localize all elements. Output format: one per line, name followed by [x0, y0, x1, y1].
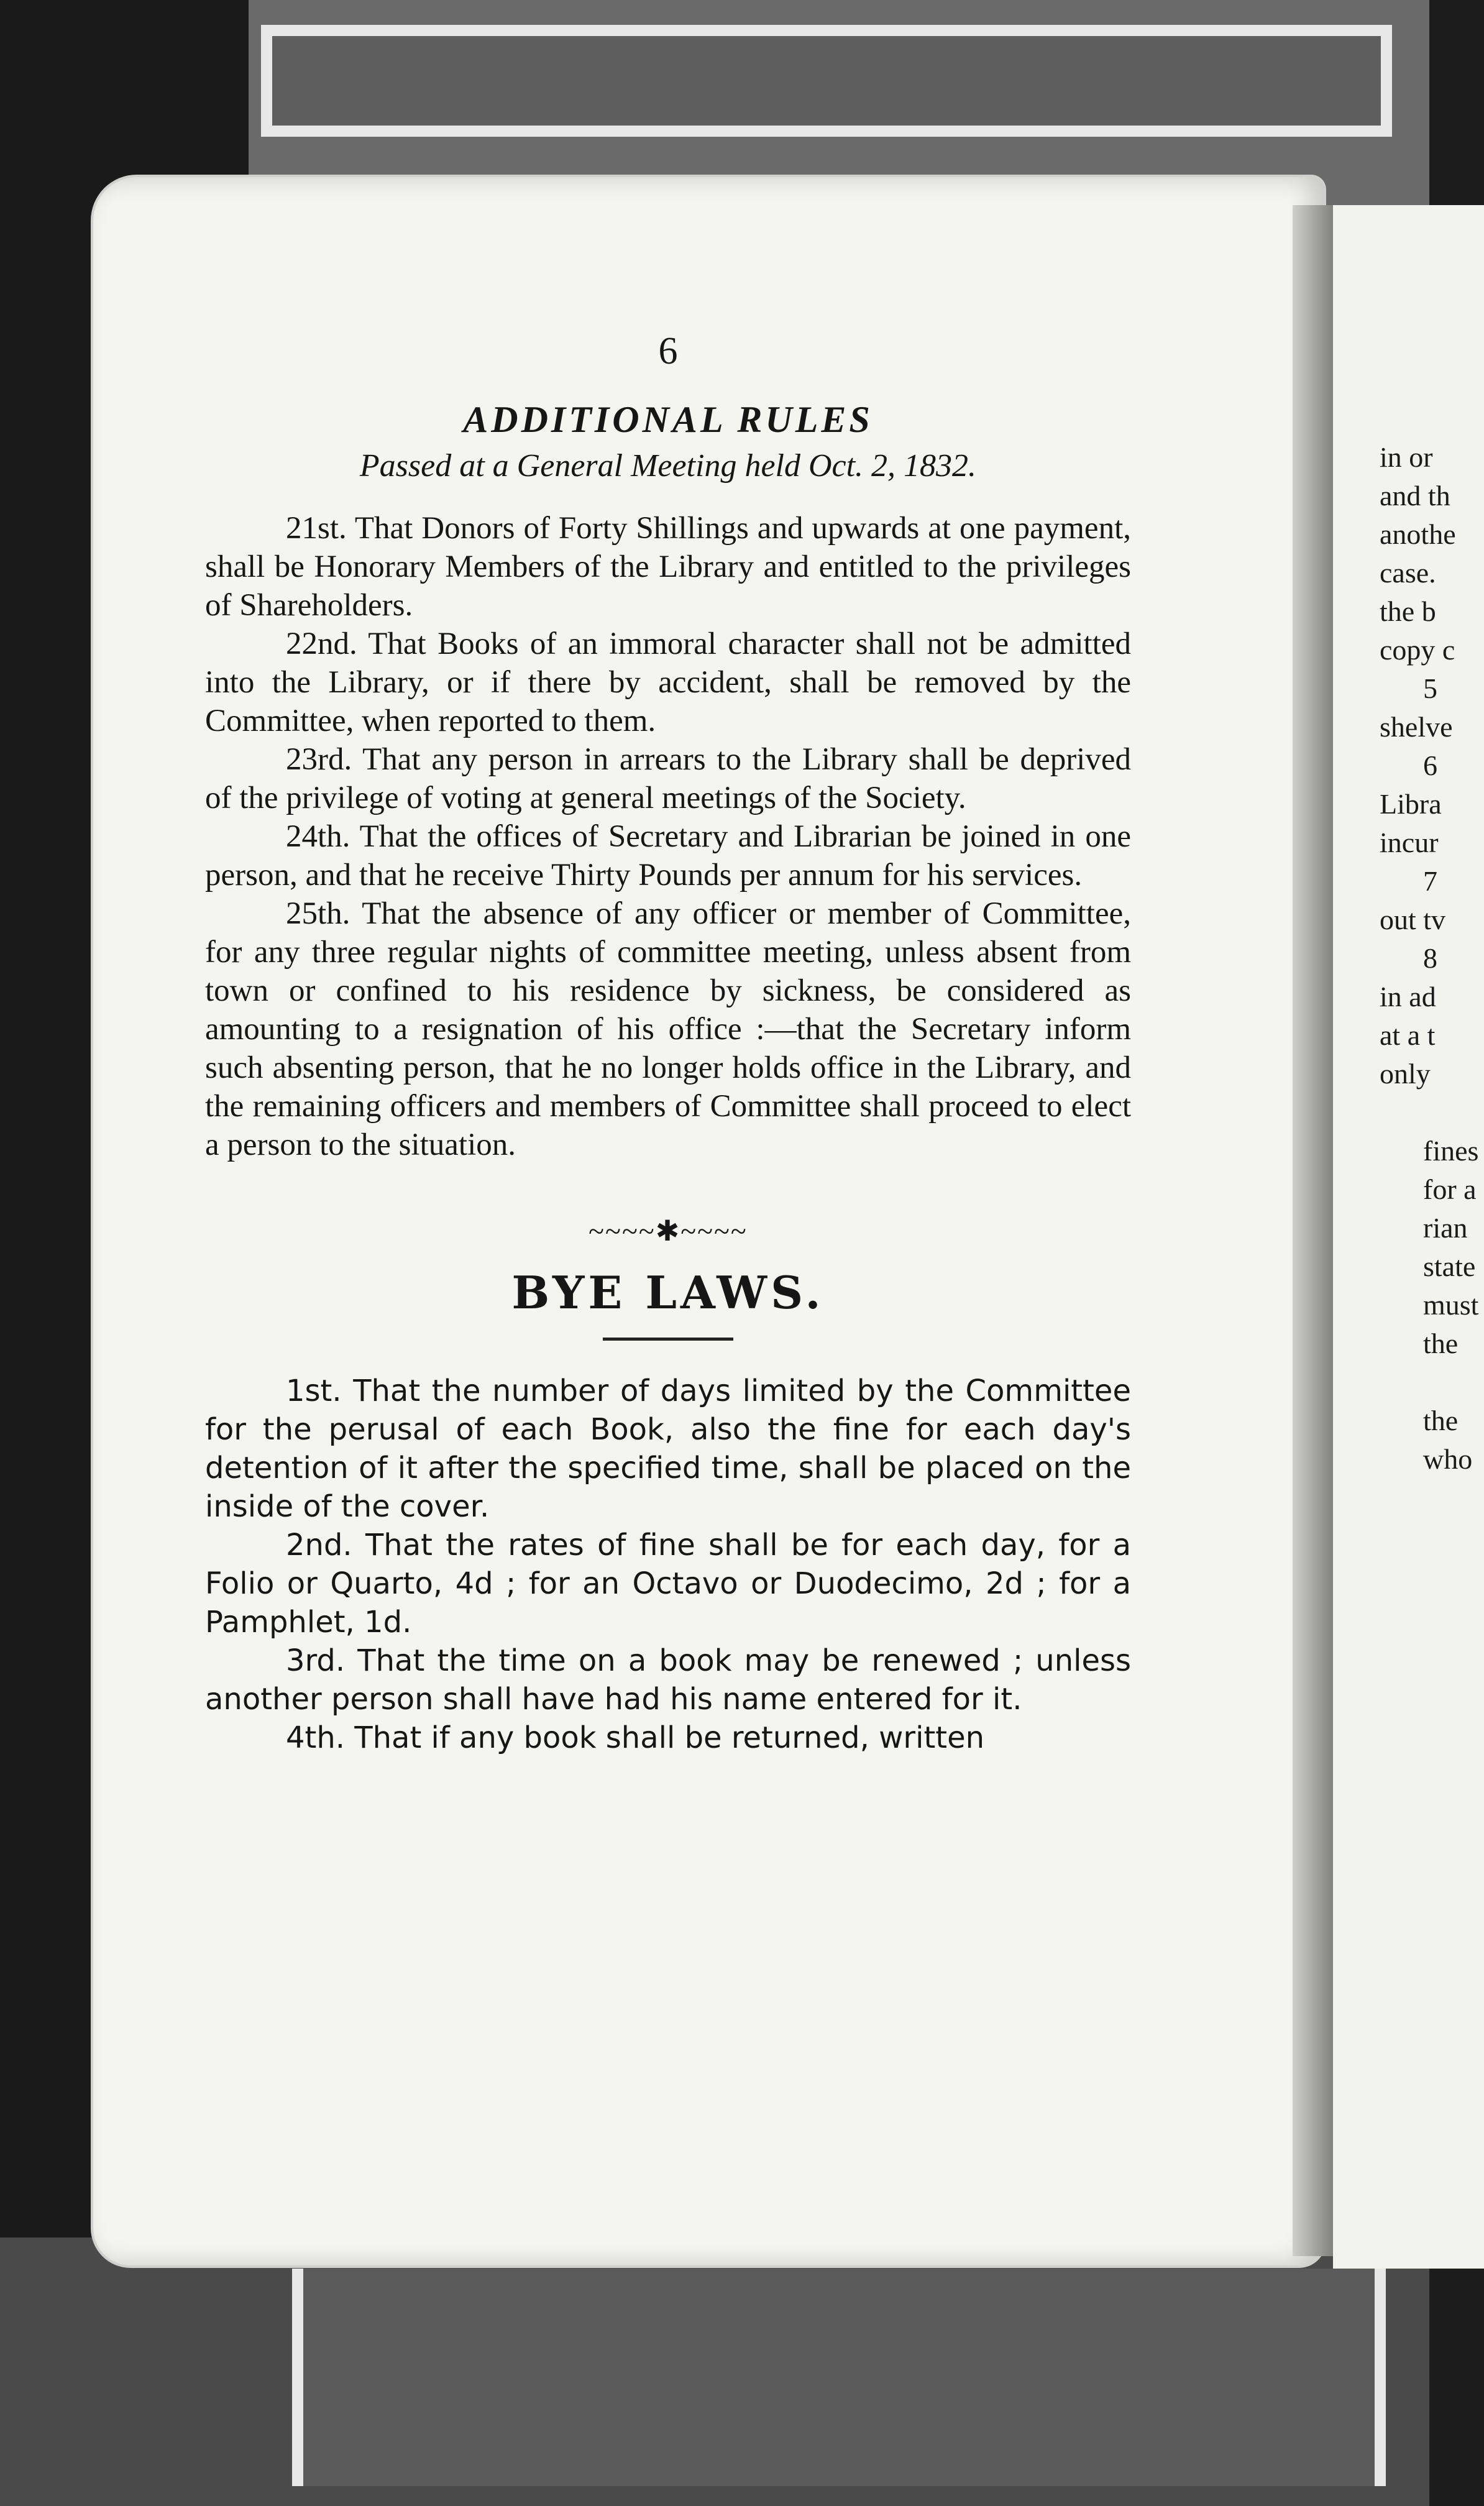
right-page-line — [1380, 1093, 1484, 1132]
rule-paragraph — [205, 894, 1131, 1164]
rule-paragraph — [205, 817, 1131, 894]
right-page-line: in ad — [1380, 981, 1436, 1012]
page-number: 6 — [658, 330, 678, 372]
title-underline — [603, 1338, 733, 1341]
bye-law-text: That the rates of fine shall be for each day, for a Folio or Quarto, 4d ; for an Octavo or Duodecimo, 2d ; for a Pamphlet, 1d. — [205, 1528, 1131, 1640]
rule-text: That the offices of Secretary and Librarian be joined in one person, and that he receive Thirty Pounds per annum for his services. — [205, 819, 1131, 893]
rule-paragraph — [205, 740, 1131, 817]
right-page-line: rian — [1423, 1212, 1468, 1244]
rule-label: 22nd. — [286, 626, 357, 661]
bye-law-label: 1st. — [286, 1374, 342, 1408]
right-page-line: copy c — [1380, 634, 1455, 666]
right-page-line: case. — [1380, 557, 1436, 589]
right-page-line: out tv — [1380, 904, 1446, 935]
left-page-content — [205, 329, 1131, 1757]
right-page-line: fines — [1423, 1135, 1479, 1167]
rule-label: 25th. — [286, 896, 350, 931]
right-page-line: who — [1423, 1443, 1473, 1475]
rule-text: That Donors of Forty Shillings and upwards at one payment, shall be Honorary Members of the Library and entitled to the privileges of Shareholders. — [205, 511, 1131, 623]
bye-law-label: 3rd. — [286, 1643, 346, 1678]
page-heading: ADDITIONAL RULES — [463, 399, 873, 440]
right-page-line: only — [1380, 1058, 1431, 1090]
right-page-line: incur — [1380, 827, 1439, 858]
bye-law-paragraph — [205, 1719, 1131, 1757]
right-page-line: must — [1423, 1289, 1479, 1321]
rule-label: 23rd. — [286, 742, 352, 777]
rule-text: That Books of an immoral character shall not be admitted into the Library, or if there by accident, shall be removed by the Committee, when reported to them. — [205, 626, 1131, 738]
bye-law-text: That the number of days limited by the Committee for the perusal of each Book, also the fine for each day's detention of it after the specified time, shall be placed on the inside of the cover. — [205, 1374, 1131, 1524]
right-page-line: the b — [1380, 595, 1436, 627]
rule-label: 24th. — [286, 819, 350, 854]
right-page-line: and th — [1380, 480, 1450, 512]
right-page-line: anothe — [1380, 518, 1456, 550]
right-page-line: 7 — [1423, 865, 1437, 897]
right-page-line: the — [1423, 1405, 1459, 1436]
rule-paragraph — [205, 509, 1131, 625]
right-page-line: in or — [1380, 441, 1433, 473]
ornament-divider: ~~~~✱~~~~ — [589, 1215, 748, 1247]
bye-law-text: That if any book shall be returned, written — [354, 1720, 985, 1755]
right-page-line: state — [1423, 1251, 1476, 1282]
right-page-line: 8 — [1423, 942, 1437, 974]
right-page-line: Libra — [1380, 788, 1442, 820]
right-page-line: 5 — [1423, 672, 1437, 704]
bye-laws-title: BYE LAWS. — [511, 1266, 825, 1319]
bye-law-label: 4th. — [286, 1720, 346, 1755]
right-page-line: the — [1423, 1328, 1459, 1359]
frame-top — [261, 25, 1392, 137]
frame-bottom — [292, 2269, 1386, 2486]
rule-text: That any person in arrears to the Library shall be deprived of the privilege of voting at general meetings of the Society. — [205, 742, 1131, 815]
right-page-line: at a t — [1380, 1019, 1436, 1051]
right-page-line — [1380, 1363, 1484, 1402]
rule-text: That the absence of any officer or member of Committee, for any three regular nights of committee meeting, unless absent from town or confined to his residence by sickness, be considered as amounting to a resignation of his office :—that the Secretary inform such absenting person, that he no longer holds office in the Library, and the remaining officers and members of Committee shall proceed to elect a person to the situation. — [205, 896, 1131, 1162]
page-subheading: Passed at a General Meeting held Oct. 2, 1832. — [359, 448, 977, 484]
bye-law-paragraph — [205, 1372, 1131, 1526]
rule-paragraph — [205, 625, 1131, 740]
bye-law-paragraph — [205, 1526, 1131, 1641]
right-page-text — [1380, 438, 1484, 1479]
bye-law-text: That the time on a book may be renewed ; unless another person shall have had his name entered for it. — [205, 1643, 1131, 1717]
bye-law-label: 2nd. — [286, 1528, 352, 1563]
right-page-line: 6 — [1423, 750, 1437, 781]
rule-label: 21st. — [286, 511, 347, 546]
right-page-line: for a — [1423, 1173, 1477, 1205]
right-page-line: shelve — [1380, 711, 1453, 743]
book-spine — [1293, 205, 1336, 2256]
bye-law-paragraph — [205, 1641, 1131, 1719]
